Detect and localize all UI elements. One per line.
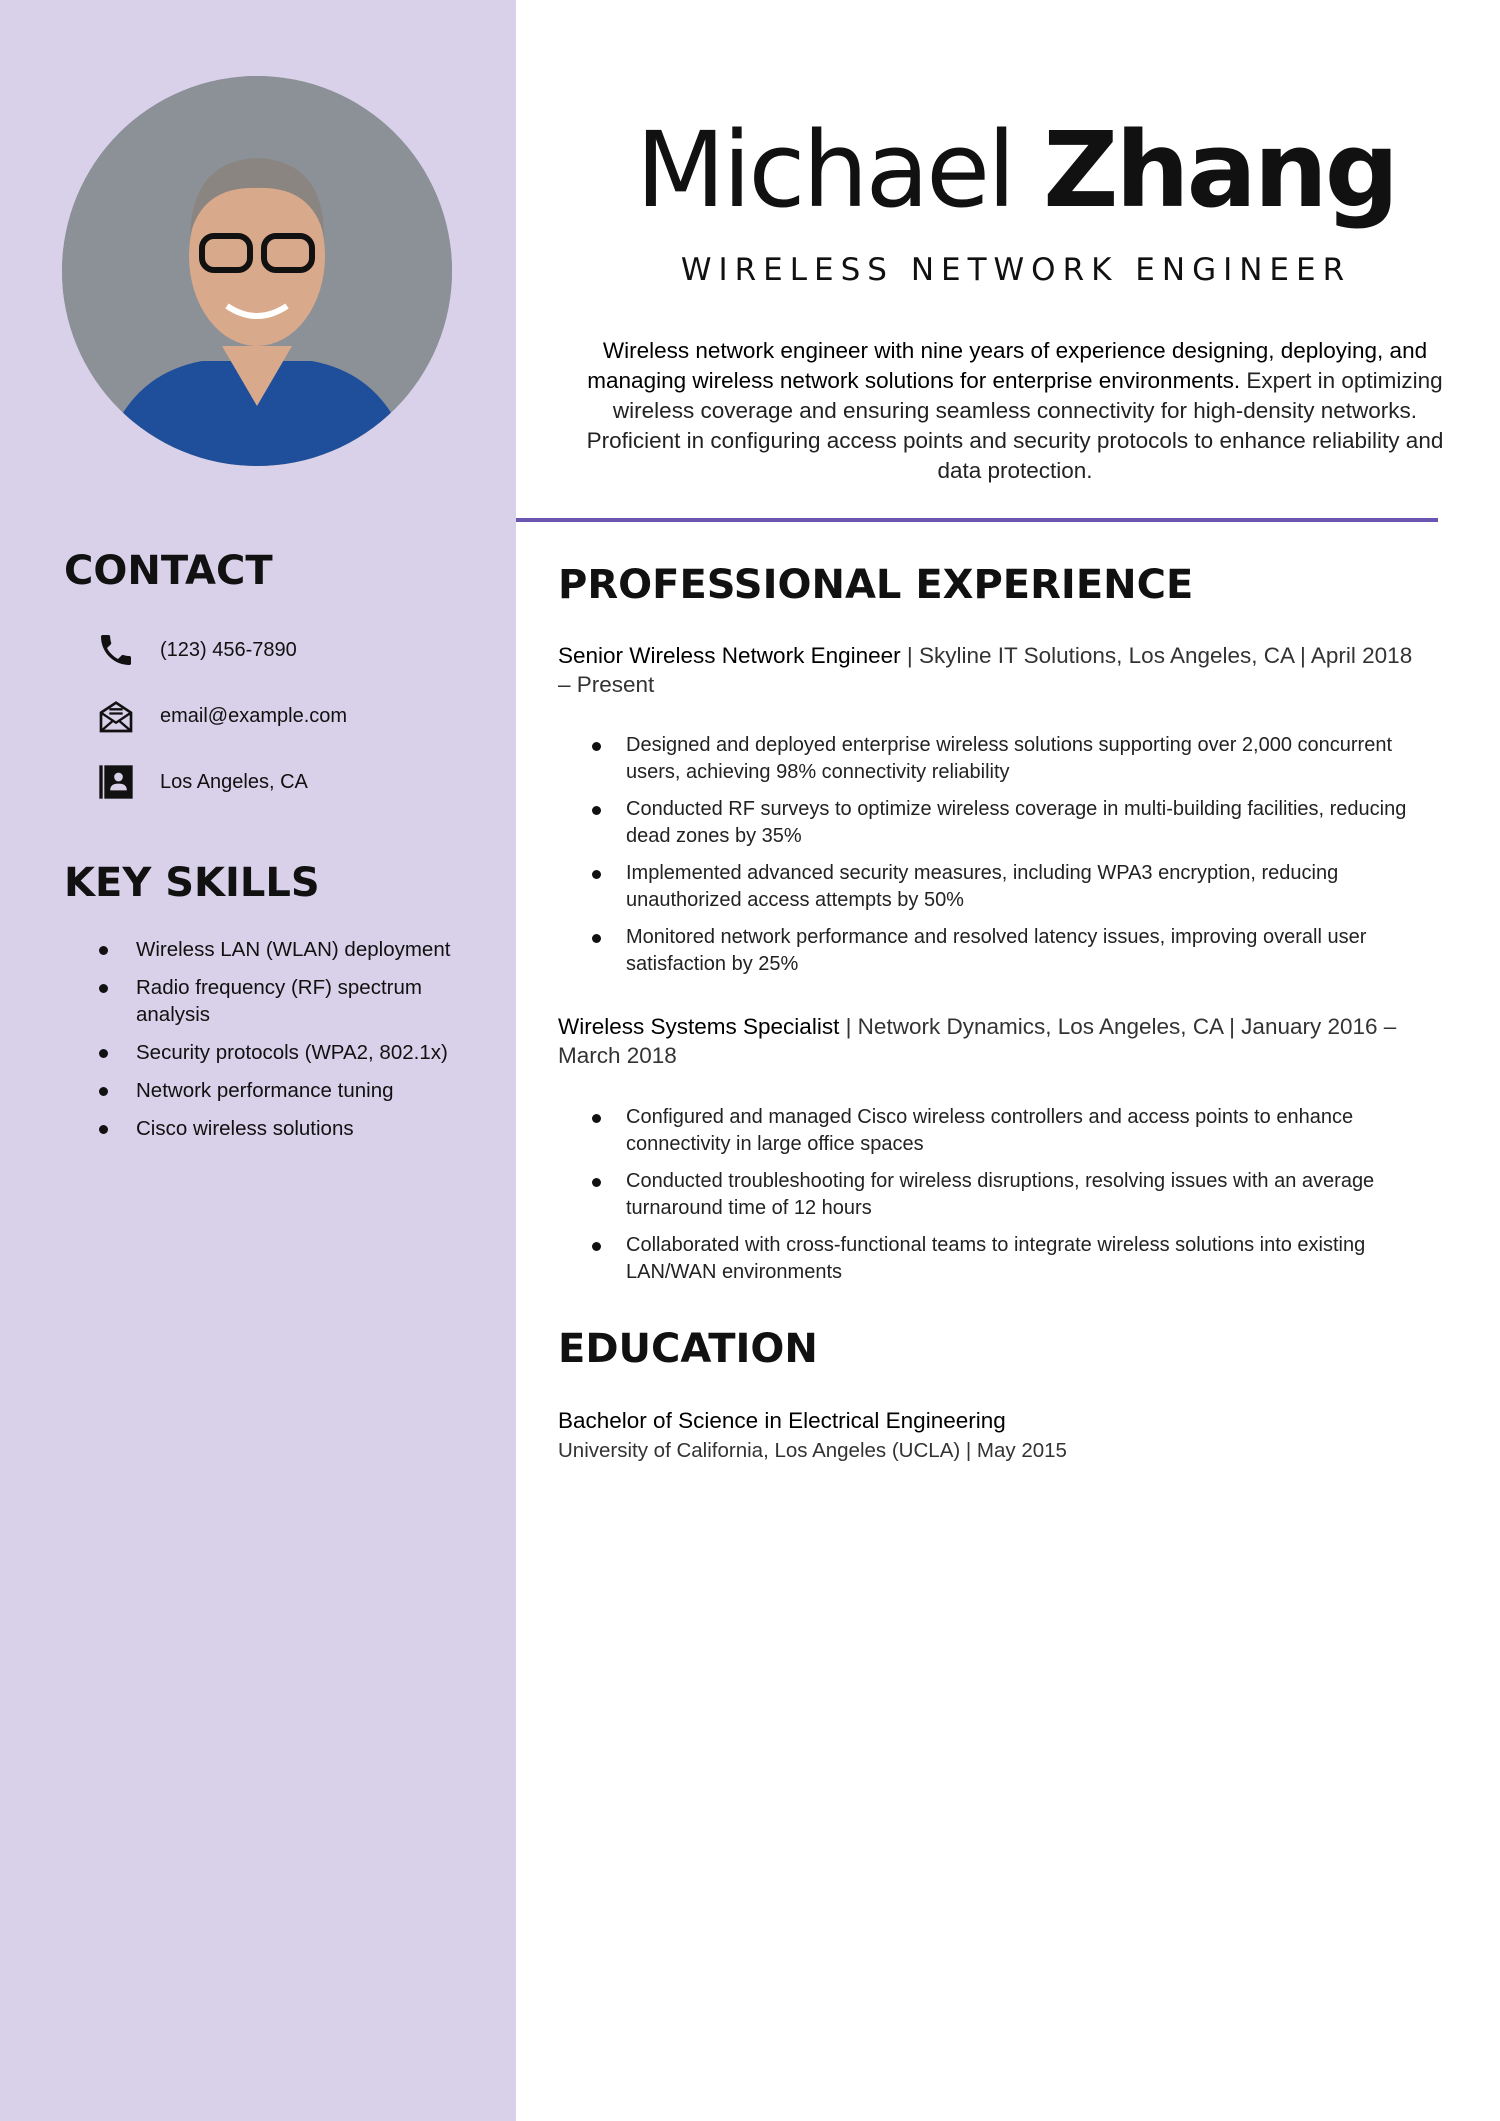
skill-item: Security protocols (WPA2, 802.1x)	[96, 1039, 476, 1066]
job-bullet: Configured and managed Cisco wireless controllers and access points to enhance connectivity in large office spaces	[592, 1104, 1432, 1158]
summary	[580, 336, 1450, 486]
contact-email	[96, 696, 347, 736]
job-bullet: Implemented advanced security measures, including WPA3 encryption, reducing unauthorized access attempts by 50%	[592, 860, 1432, 914]
summary-lead: Wireless network engineer with nine years of experience designing, deploying, and managing wireless network solutions for enterprise environments.	[587, 338, 1428, 393]
job-bullets	[592, 1104, 1432, 1296]
summary-rest: Expert in optimizing wireless coverage and ensuring seamless connectivity for high-density networks. Proficient in configuring access points and security protocols to enhance reliability and data protection.	[586, 368, 1444, 483]
job-title: WIRELESS NETWORK ENGINEER	[680, 252, 1352, 288]
job-role: Wireless Systems Specialist	[558, 1014, 840, 1039]
header-divider	[516, 518, 1438, 522]
contact-location	[96, 762, 308, 802]
job-header	[558, 641, 1418, 699]
skill-item: Radio frequency (RF) spectrum analysis	[96, 974, 476, 1028]
contact-heading: CONTACT	[64, 548, 273, 594]
job-bullet: Designed and deployed enterprise wireless solutions supporting over 2,000 concurrent users, achieving 98% connectivity reliability	[592, 732, 1432, 786]
contact-phone-text: (123) 456-7890	[160, 638, 297, 661]
skill-item: Wireless LAN (WLAN) deployment	[96, 936, 476, 963]
contact-email-text: email@example.com	[160, 704, 348, 727]
envelope-icon	[96, 696, 136, 736]
skill-item: Network performance tuning	[96, 1077, 476, 1104]
phone-icon	[96, 630, 136, 670]
job-bullet: Conducted RF surveys to optimize wireless coverage in multi-building facilities, reducing dead zones by 35%	[592, 796, 1432, 850]
job-role: Senior Wireless Network Engineer	[558, 643, 901, 668]
first-name: Michael	[635, 109, 1014, 231]
job-details: | Skyline IT Solutions, Los Angeles, CA | April 2018 – Present	[558, 643, 1413, 697]
contact-phone	[96, 630, 297, 670]
job-bullet: Monitored network performance and resolved latency issues, improving overall user satisfaction by 25%	[592, 924, 1432, 978]
experience-heading: PROFESSIONAL EXPERIENCE	[558, 562, 1194, 608]
education-school: University of California, Los Angeles (UCLA) | May 2015	[558, 1439, 1067, 1462]
job-details: | Network Dynamics, Los Angeles, CA | January 2016 – March 2018	[558, 1014, 1397, 1068]
skills-heading: KEY SKILLS	[64, 860, 320, 906]
contact-location-text: Los Angeles, CA	[160, 770, 308, 793]
job-bullet: Collaborated with cross-functional teams to integrate wireless solutions into existing LAN/WAN environments	[592, 1232, 1432, 1286]
contact-card-icon	[96, 762, 136, 802]
job-bullet: Conducted troubleshooting for wireless disruptions, resolving issues with an average turnaround time of 12 hours	[592, 1168, 1432, 1222]
education-heading: EDUCATION	[558, 1326, 818, 1372]
skills-list	[96, 936, 476, 1153]
candidate-name	[516, 109, 1500, 231]
skill-item: Cisco wireless solutions	[96, 1115, 476, 1142]
job-bullets	[592, 732, 1432, 988]
last-name: Zhang	[1043, 109, 1397, 231]
job-header	[558, 1012, 1418, 1070]
education-degree: Bachelor of Science in Electrical Engineering	[558, 1408, 1006, 1433]
profile-photo	[62, 76, 452, 466]
